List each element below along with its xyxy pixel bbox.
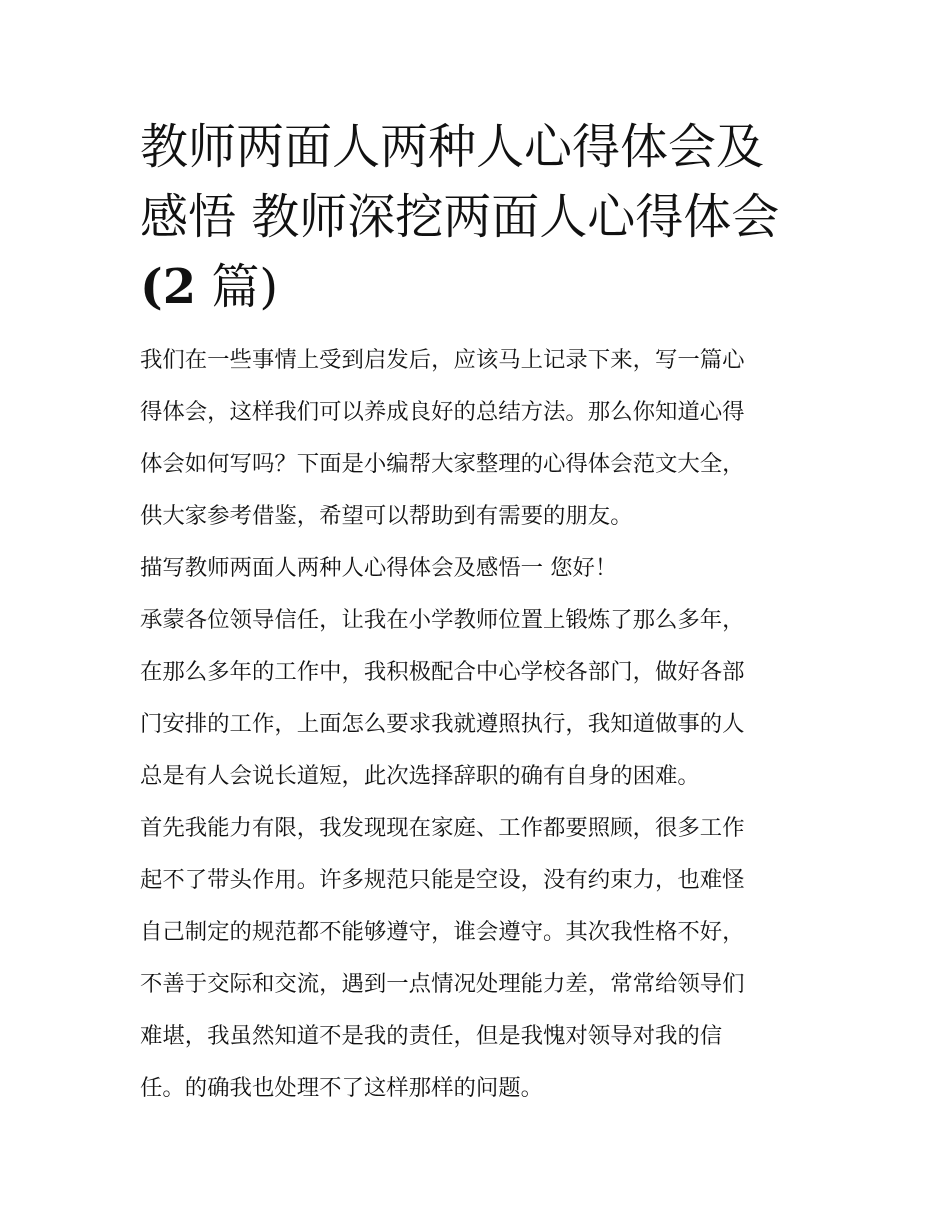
title-line-1: 教师两面人两种人心得体会及	[140, 119, 765, 175]
paragraph-section-heading	[140, 542, 812, 594]
text-line: 供大家参考借鉴，希望可以帮助到有需要的朋友。	[140, 503, 633, 529]
text-line: 门安排的工作，上面怎么要求我就遵照执行，我知道做事的人	[140, 711, 745, 737]
text-line: 起不了带头作用。许多规范只能是空设，没有约束力，也难怪	[140, 867, 745, 893]
paragraph-intro	[140, 334, 812, 542]
text-line: 体会如何写吗？下面是小编帮大家整理的心得体会范文大全，	[140, 451, 745, 477]
text-line: 得体会，这样我们可以养成良好的总结方法。那么你知道心得	[140, 399, 745, 425]
text-line: 不善于交际和交流，遇到一点情况处理能力差，常常给领导们	[140, 971, 745, 997]
title-line-3	[140, 252, 812, 322]
document-title	[140, 112, 812, 322]
text-line: 描写教师两面人两种人心得体会及感悟一 您好！	[140, 555, 618, 581]
text-line: 自己制定的规范都不能够遵守，谁会遵守。其次我性格不好，	[140, 919, 745, 945]
text-line: 首先我能力有限，我发现现在家庭、工作都要照顾，很多工作	[140, 815, 745, 841]
document-page	[140, 112, 812, 1114]
paragraph-body-2	[140, 802, 812, 1114]
title-count-suffix: 篇)	[196, 259, 279, 315]
text-line: 我们在一些事情上受到启发后，应该马上记录下来，写一篇心	[140, 347, 745, 373]
document-body	[140, 334, 812, 1114]
text-line: 在那么多年的工作中，我积极配合中心学校各部门，做好各部	[140, 659, 745, 685]
title-count-number: (2	[140, 259, 197, 315]
paragraph-body-1	[140, 594, 812, 802]
text-line: 总是有人会说长道短，此次选择辞职的确有自身的困难。	[140, 763, 700, 789]
text-line: 难堪，我虽然知道不是我的责任，但是我愧对领导对我的信	[140, 1023, 723, 1049]
title-line-2: 感悟 教师深挖两面人心得体会	[140, 189, 780, 245]
text-line: 承蒙各位领导信任，让我在小学教师位置上锻炼了那么多年，	[140, 607, 745, 633]
text-line: 任。的确我也处理不了这样那样的问题。	[140, 1075, 544, 1101]
